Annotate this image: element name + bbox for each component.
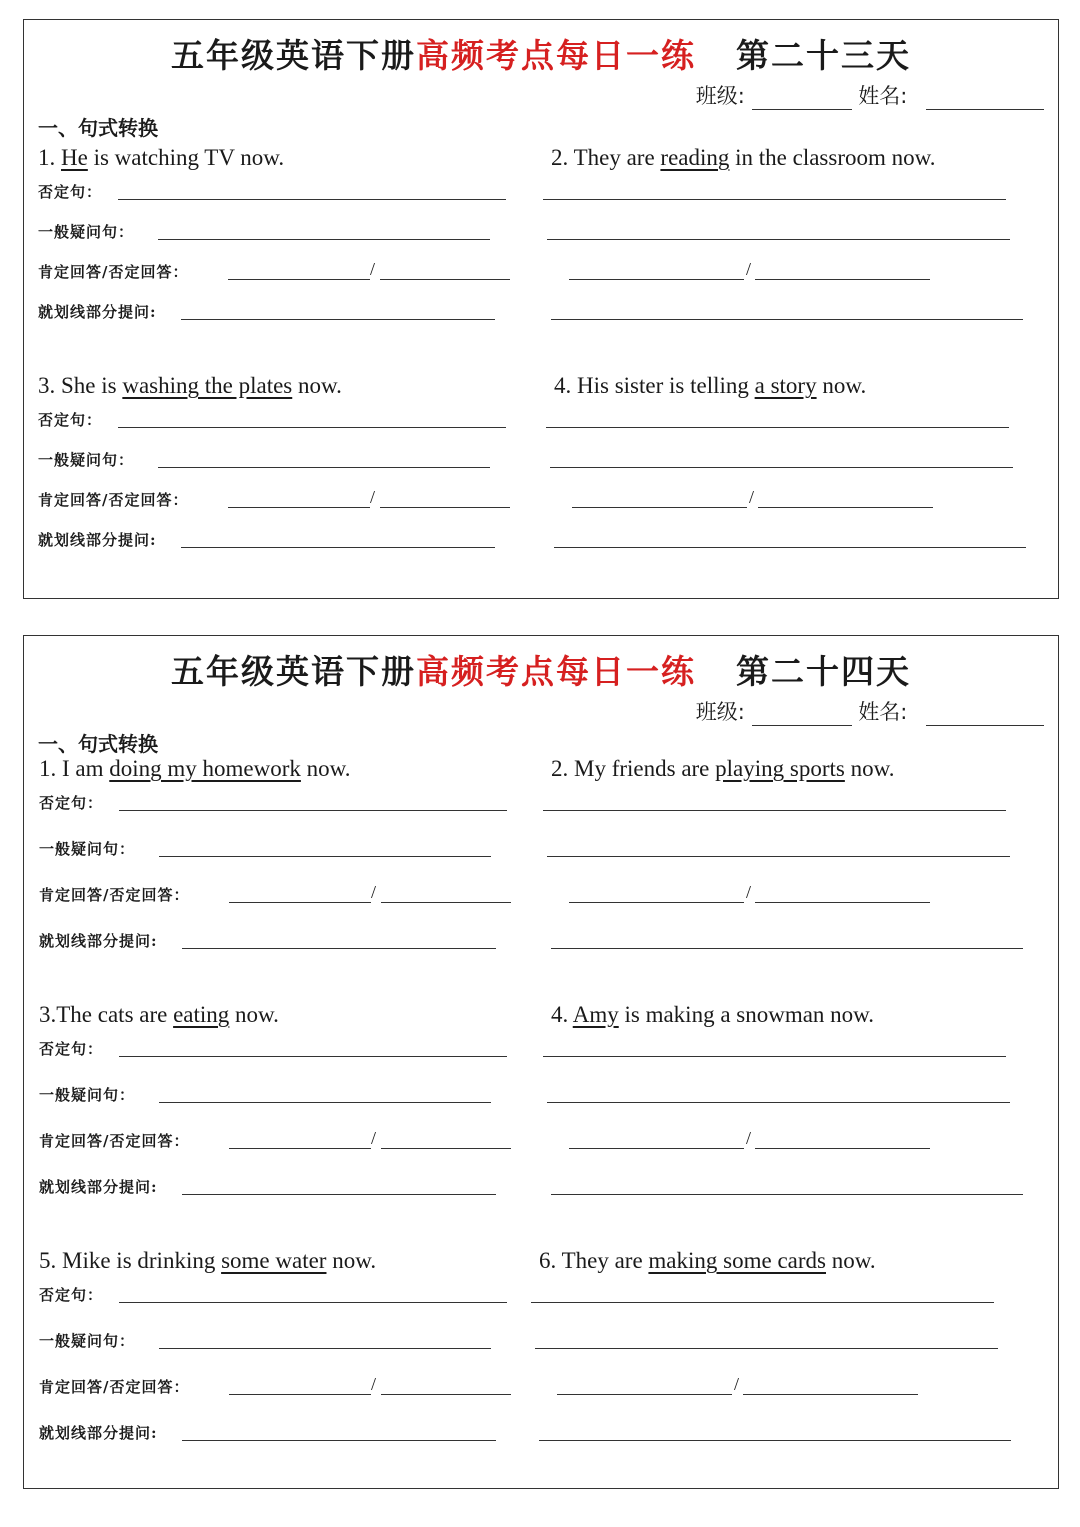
- title-grade: 五年级英语下册: [171, 36, 416, 75]
- answer-no-line[interactable]: [743, 1394, 918, 1395]
- underlined-text: playing sports: [715, 756, 845, 781]
- answer-line[interactable]: [158, 467, 490, 468]
- answer-line[interactable]: [546, 427, 1009, 428]
- row-label: 就划线部分提问:: [38, 531, 157, 549]
- answer-separator: /: [746, 259, 752, 279]
- name-field[interactable]: [926, 705, 1044, 726]
- answers-row: [554, 489, 1034, 513]
- underlined-text: He: [61, 145, 88, 170]
- underlined-text: making some cards: [648, 1248, 826, 1273]
- question-block: [39, 1248, 377, 1442]
- question-block: [38, 373, 376, 549]
- sentence-text: 4. His sister is telling: [554, 373, 755, 398]
- row-label: 就划线部分提问:: [38, 303, 157, 321]
- sentence-text: now.: [300, 756, 351, 781]
- answer-yes-line[interactable]: [557, 1394, 732, 1395]
- answer-line[interactable]: [547, 856, 1010, 857]
- answer-no-line[interactable]: [381, 1394, 511, 1395]
- class-field[interactable]: [752, 705, 852, 726]
- row-label: 否定句：: [39, 794, 104, 812]
- row-label: 就划线部分提问:: [39, 1178, 158, 1196]
- sentence-text: 4.: [551, 1002, 573, 1027]
- question-sentence: [38, 373, 342, 399]
- question-sentence: [554, 373, 866, 399]
- answer-separator: /: [370, 487, 376, 507]
- underlined-text: some water: [221, 1248, 327, 1273]
- answer-line[interactable]: [543, 810, 1006, 811]
- answer-yes-line[interactable]: [228, 507, 370, 508]
- underlined-text: reading: [660, 145, 730, 170]
- sentence-text: 1. I am: [39, 756, 110, 781]
- underline-question-row: [38, 529, 518, 553]
- answer-line[interactable]: [539, 1440, 1011, 1441]
- row-label: 一般疑问句：: [39, 1086, 136, 1104]
- answer-no-line[interactable]: [758, 507, 933, 508]
- answer-line[interactable]: [547, 1102, 1010, 1103]
- general-question-row: [39, 1330, 519, 1354]
- answer-line[interactable]: [543, 1056, 1006, 1057]
- class-name-fields: [696, 696, 1044, 726]
- answer-separator: /: [371, 882, 377, 902]
- row-label: 肯定回答/否定回答：: [39, 1378, 190, 1396]
- negative-row: [539, 1284, 1019, 1308]
- sentence-text: is making a snowman now.: [618, 1002, 875, 1027]
- answer-line[interactable]: [119, 810, 507, 811]
- row-label: 否定句：: [38, 411, 103, 429]
- answer-line[interactable]: [159, 1348, 491, 1349]
- underlined-text: washing the plates: [122, 373, 293, 398]
- negative-row: [554, 409, 1034, 433]
- sentence-text: now.: [229, 1002, 279, 1027]
- negative-row: [38, 181, 518, 205]
- answer-no-line[interactable]: [755, 279, 930, 280]
- answer-no-line[interactable]: [755, 1148, 930, 1149]
- answer-separator: /: [370, 259, 376, 279]
- row-label: 就划线部分提问:: [39, 1424, 158, 1442]
- answer-separator: /: [746, 1128, 752, 1148]
- sentence-text: 1.: [38, 145, 61, 170]
- row-label: 就划线部分提问:: [39, 932, 158, 950]
- question-sentence: [38, 145, 284, 171]
- answer-line[interactable]: [547, 239, 1010, 240]
- class-name-fields: [696, 80, 1044, 110]
- row-label: 一般疑问句：: [39, 840, 136, 858]
- underline-question-row: [551, 930, 1031, 954]
- class-label: 班级:: [695, 700, 745, 724]
- answers-row: [38, 261, 518, 285]
- answer-yes-line[interactable]: [229, 1394, 371, 1395]
- general-question-row: [38, 449, 518, 473]
- negative-row: [39, 1038, 519, 1062]
- answer-yes-line[interactable]: [569, 1148, 744, 1149]
- answers-row: [539, 1376, 1019, 1400]
- row-label: 一般疑问句：: [38, 223, 135, 241]
- question-block: [554, 373, 867, 507]
- question-sentence: [39, 1248, 376, 1274]
- question-block: [39, 756, 377, 950]
- sentence-text: in the classroom now.: [729, 145, 936, 170]
- answer-line[interactable]: [551, 1194, 1023, 1195]
- title-day: 第二十四天: [736, 652, 911, 691]
- answer-line[interactable]: [159, 1102, 491, 1103]
- negative-row: [39, 792, 519, 816]
- sentence-text: 6. They are: [539, 1248, 649, 1273]
- question-block: [39, 1002, 377, 1196]
- general-question-row: [38, 221, 518, 245]
- question-block: [551, 145, 936, 279]
- row-label: 一般疑问句：: [39, 1332, 136, 1350]
- answer-yes-line[interactable]: [569, 279, 744, 280]
- sentence-text: now.: [292, 373, 342, 398]
- answer-line[interactable]: [159, 856, 491, 857]
- answer-yes-line[interactable]: [229, 1148, 371, 1149]
- question-sentence: [551, 756, 894, 782]
- answers-row: [39, 1130, 519, 1154]
- sentence-text: 3.The cats are: [39, 1002, 174, 1027]
- answer-line[interactable]: [182, 948, 496, 949]
- answers-row: [38, 489, 518, 513]
- worksheet-title: [24, 30, 1058, 77]
- answer-line[interactable]: [543, 199, 1006, 200]
- answer-line[interactable]: [531, 1302, 994, 1303]
- section-title: 一、句式转换: [38, 116, 158, 140]
- answer-separator: /: [734, 1374, 740, 1394]
- row-label: 肯定回答/否定回答：: [39, 1132, 190, 1150]
- worksheet-day-23: [23, 19, 1059, 599]
- underlined-text: doing my homework: [109, 756, 301, 781]
- row-label: 否定句：: [39, 1286, 104, 1304]
- class-field[interactable]: [752, 89, 852, 110]
- answer-yes-line[interactable]: [569, 902, 744, 903]
- title-day: 第二十三天: [736, 36, 911, 75]
- answer-line[interactable]: [182, 1440, 496, 1441]
- worksheet-title: [24, 646, 1058, 693]
- row-label: 肯定回答/否定回答：: [38, 263, 189, 281]
- answer-separator: /: [749, 487, 755, 507]
- answer-separator: /: [371, 1128, 377, 1148]
- answer-line[interactable]: [554, 547, 1026, 548]
- underlined-text: Amy: [572, 1002, 619, 1027]
- general-question-row: [39, 1084, 519, 1108]
- underlined-text: a story: [754, 373, 817, 398]
- underline-question-row: [38, 301, 518, 325]
- question-sentence: [39, 1002, 279, 1028]
- name-field[interactable]: [926, 89, 1044, 110]
- question-sentence: [551, 145, 936, 171]
- question-block: [551, 1002, 875, 1148]
- answer-no-line[interactable]: [380, 507, 510, 508]
- title-highlight: 高频考点每日一练: [416, 36, 696, 75]
- answer-separator: /: [371, 1374, 377, 1394]
- negative-row: [551, 181, 1031, 205]
- class-label: 班级:: [695, 84, 745, 108]
- negative-row: [551, 1038, 1031, 1062]
- underline-question-row: [39, 1422, 519, 1446]
- underline-question-row: [551, 301, 1031, 325]
- row-label: 一般疑问句：: [38, 451, 135, 469]
- name-label: 姓名:: [858, 84, 908, 108]
- question-block: [539, 1248, 876, 1394]
- negative-row: [38, 409, 518, 433]
- answer-separator: /: [746, 882, 752, 902]
- sentence-text: now.: [844, 756, 895, 781]
- sentence-text: is watching TV now.: [87, 145, 285, 170]
- answer-yes-line[interactable]: [229, 902, 371, 903]
- row-label: 肯定回答/否定回答：: [38, 491, 189, 509]
- underline-question-row: [554, 529, 1034, 553]
- section-title: 一、句式转换: [38, 732, 158, 756]
- general-question-row: [554, 449, 1034, 473]
- general-question-row: [539, 1330, 1019, 1354]
- sentence-text: 5. Mike is drinking: [39, 1248, 222, 1273]
- underline-question-row: [539, 1422, 1019, 1446]
- general-question-row: [39, 838, 519, 862]
- underline-question-row: [39, 930, 519, 954]
- answer-line[interactable]: [182, 1194, 496, 1195]
- row-label: 否定句：: [39, 1040, 104, 1058]
- row-label: 否定句：: [38, 183, 103, 201]
- title-highlight: 高频考点每日一练: [416, 652, 696, 691]
- answer-line[interactable]: [119, 1056, 507, 1057]
- sentence-text: now.: [816, 373, 867, 398]
- answer-line[interactable]: [181, 547, 495, 548]
- underline-question-row: [551, 1176, 1031, 1200]
- answer-line[interactable]: [118, 199, 506, 200]
- general-question-row: [551, 221, 1031, 245]
- negative-row: [39, 1284, 519, 1308]
- answer-yes-line[interactable]: [572, 507, 747, 508]
- sentence-text: now.: [326, 1248, 377, 1273]
- answer-line[interactable]: [158, 239, 490, 240]
- question-block: [38, 145, 376, 321]
- answers-row: [551, 884, 1031, 908]
- general-question-row: [551, 1084, 1031, 1108]
- question-sentence: [551, 1002, 874, 1028]
- answer-line[interactable]: [118, 427, 506, 428]
- answer-line[interactable]: [551, 948, 1023, 949]
- answers-row: [39, 884, 519, 908]
- answer-line[interactable]: [181, 319, 495, 320]
- answers-row: [39, 1376, 519, 1400]
- worksheet-day-24: [23, 635, 1059, 1489]
- name-label: 姓名:: [858, 700, 908, 724]
- question-sentence: [39, 756, 351, 782]
- sentence-text: now.: [826, 1248, 876, 1273]
- sentence-text: 3. She is: [38, 373, 123, 398]
- answer-no-line[interactable]: [381, 1148, 511, 1149]
- answer-no-line[interactable]: [755, 902, 930, 903]
- answers-row: [551, 261, 1031, 285]
- sentence-text: 2. They are: [551, 145, 661, 170]
- title-grade: 五年级英语下册: [171, 652, 416, 691]
- answer-yes-line[interactable]: [228, 279, 370, 280]
- general-question-row: [551, 838, 1031, 862]
- sentence-text: 2. My friends are: [551, 756, 716, 781]
- answers-row: [551, 1130, 1031, 1154]
- answer-line[interactable]: [550, 467, 1013, 468]
- question-sentence: [539, 1248, 876, 1274]
- answer-line[interactable]: [119, 1302, 507, 1303]
- underline-question-row: [39, 1176, 519, 1200]
- answer-line[interactable]: [535, 1348, 998, 1349]
- row-label: 肯定回答/否定回答：: [39, 886, 190, 904]
- answer-no-line[interactable]: [380, 279, 510, 280]
- question-block: [551, 756, 895, 902]
- negative-row: [551, 792, 1031, 816]
- answer-no-line[interactable]: [381, 902, 511, 903]
- answer-line[interactable]: [551, 319, 1023, 320]
- underlined-text: eating: [173, 1002, 230, 1027]
